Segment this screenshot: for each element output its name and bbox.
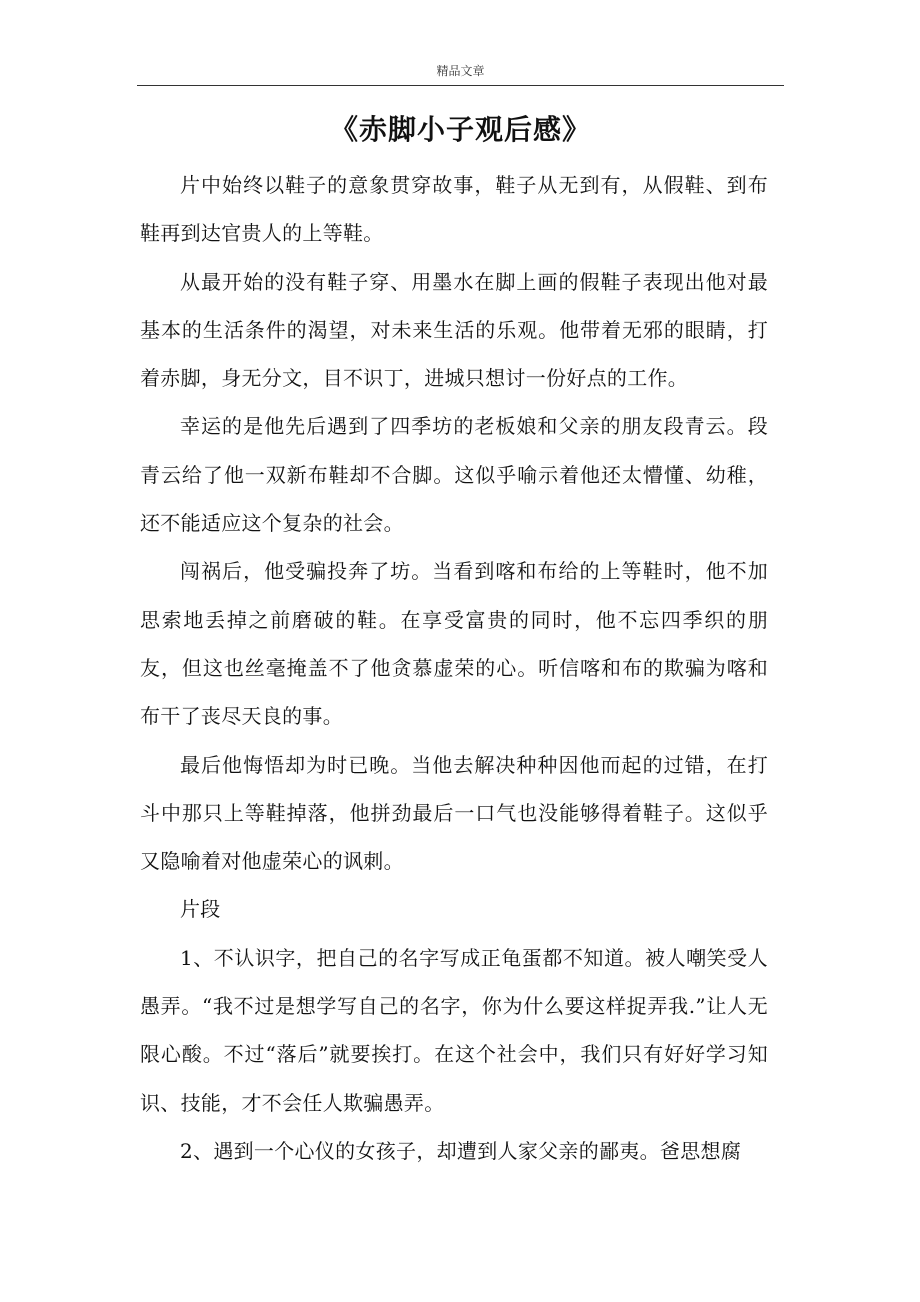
document-body xyxy=(140,161,768,1175)
section-heading-segments: 片段 xyxy=(180,897,221,922)
paragraph-4: 闯祸后，他受骗投奔了坊。当看到喀和布给的上等鞋时，他不加思索地丢掉之前磨破的鞋。在享受富贵的同时，他不忘四季织的朋友，但这也丝毫掩盖不了他贪慕虚荣的心。听信喀和布的欺骗为喀和布干了丧尽天良的事。 xyxy=(140,559,768,729)
paragraph-1: 片中始终以鞋子的意象贯穿故事，鞋子从无到有，从假鞋、到布鞋再到达官贵人的上等鞋。 xyxy=(140,173,768,246)
paragraph-3: 幸运的是他先后遇到了四季坊的老板娘和父亲的朋友段青云。段青云给了他一双新布鞋却不合脚。这似乎喻示着他还太懵懂、幼稚，还不能适应这个复杂的社会。 xyxy=(140,414,768,536)
paragraph-segment-1: 1、不认识字，把自己的名字写成正龟蛋都不知道。被人嘲笑受人愚弄。“我不过是想学写自己的名字，你为什么要这样捉弄我.”让人无限心酸。不过“落后”就要挨打。在这个社会中，我们只有好好学习知识、技能，才不会任人欺骗愚弄。 xyxy=(140,945,768,1115)
paragraph-5: 最后他悔悟却为时已晚。当他去解决种种因他而起的过错，在打斗中那只上等鞋掉落，他拼劲最后一口气也没能够得着鞋子。这似乎又隐喻着对他虚荣心的讽刺。 xyxy=(140,752,768,874)
document-title: 《赤脚小子观后感》 xyxy=(329,113,591,146)
paragraph-2: 从最开始的没有鞋子穿、用墨水在脚上画的假鞋子表现出他对最基本的生活条件的渴望，对未来生活的乐观。他带着无邪的眼睛，打着赤脚，身无分文，目不识丁，进城只想讨一份好点的工作。 xyxy=(140,269,768,391)
page-header: 精品文章 xyxy=(436,64,485,78)
header-divider xyxy=(137,85,784,86)
paragraph-segment-2: 2、遇到一个心仪的女孩子，却遭到人家父亲的鄙夷。爸思想腐 xyxy=(180,1138,742,1163)
